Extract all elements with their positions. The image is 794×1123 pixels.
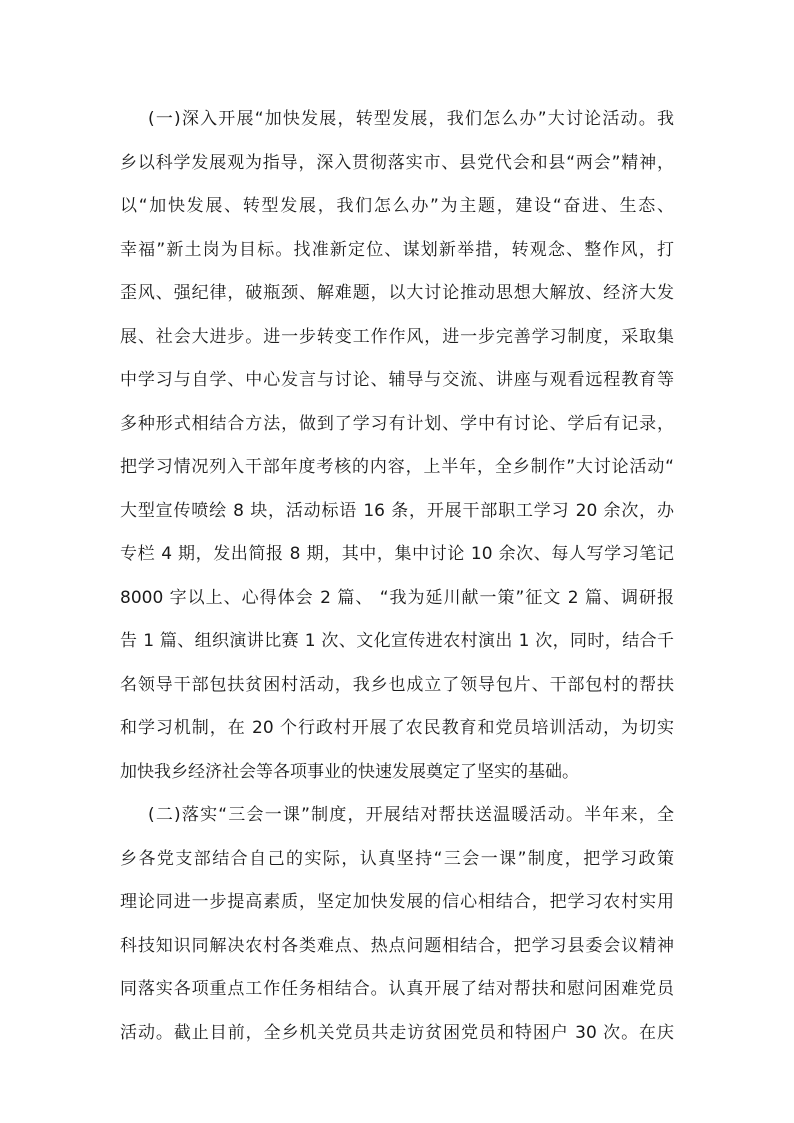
paragraph-line: 科技知识同解决农村各类难点、热点问题相结合，把学习县委会议精神 (120, 936, 674, 956)
paragraph-line: 同落实各项重点工作任务相结合。认真开展了结对帮扶和慰问困难党员 (120, 979, 674, 999)
paragraph-line: (二)落实“三会一课”制度，开展结对帮扶送温暖活动。半年来，全 (148, 805, 674, 825)
paragraph-line: 专栏 4 期，发出简报 8 期，其中，集中讨论 10 余次、每人写学习笔记 (120, 544, 674, 564)
paragraph-line: (一)深入开展“加快发展，转型发展，我们怎么办”大讨论活动。我 (148, 109, 674, 129)
paragraph-line: 乡以科学发展观为指导，深入贯彻落实市、县党代会和县“两会”精神， (120, 153, 674, 173)
paragraph-line: 告 1 篇、组织演讲比赛 1 次、文化宣传进农村演出 1 次，同时，结合千 (120, 631, 674, 651)
paragraph-line: 名领导干部包扶贫困村活动，我乡也成立了领导包片、干部包村的帮扶 (120, 675, 674, 695)
paragraph-line: 把学习情况列入干部年度考核的内容，上半年，全乡制作”大讨论活动“ (120, 457, 674, 477)
paragraph-line: 多种形式相结合方法，做到了学习有计划、学中有讨论、学后有记录， (120, 414, 674, 434)
paragraph-line: 理论同进一步提高素质，坚定加快发展的信心相结合，把学习农村实用 (120, 892, 674, 912)
paragraph-line: 8000 字以上、心得体会 2 篇、 “我为延川献一策”征文 2 篇、调研报 (120, 588, 674, 608)
paragraph-line: 中学习与自学、中心发言与讨论、辅导与交流、讲座与观看远程教育等 (120, 370, 674, 390)
paragraph-line: 以“加快发展、转型发展，我们怎么办”为主题，建设“奋进、生态、 (120, 196, 674, 216)
paragraph-line: 大型宣传喷绘 8 块，活动标语 16 条，开展干部职工学习 20 余次，办 (120, 501, 674, 521)
paragraph-line: 乡各党支部结合自己的实际，认真坚持“三会一课”制度，把学习政策 (120, 849, 674, 869)
paragraph-line: 幸福”新土岗为目标。找准新定位、谋划新举措，转观念、整作风，打 (120, 240, 674, 260)
paragraph-line: 加快我乡经济社会等各项事业的快速发展奠定了坚实的基础。 (120, 762, 579, 782)
paragraph-line: 展、社会大进步。进一步转变工作作风，进一步完善学习制度，采取集 (120, 327, 674, 347)
paragraph-line: 和学习机制，在 20 个行政村开展了农民教育和党员培训活动，为切实 (120, 718, 674, 738)
paragraph-line: 活动。截止目前，全乡机关党员共走访贫困党员和特困户 30 次。在庆 (120, 1023, 674, 1043)
paragraph-line: 歪风、强纪律，破瓶颈、解难题，以大讨论推动思想大解放、经济大发 (120, 283, 674, 303)
